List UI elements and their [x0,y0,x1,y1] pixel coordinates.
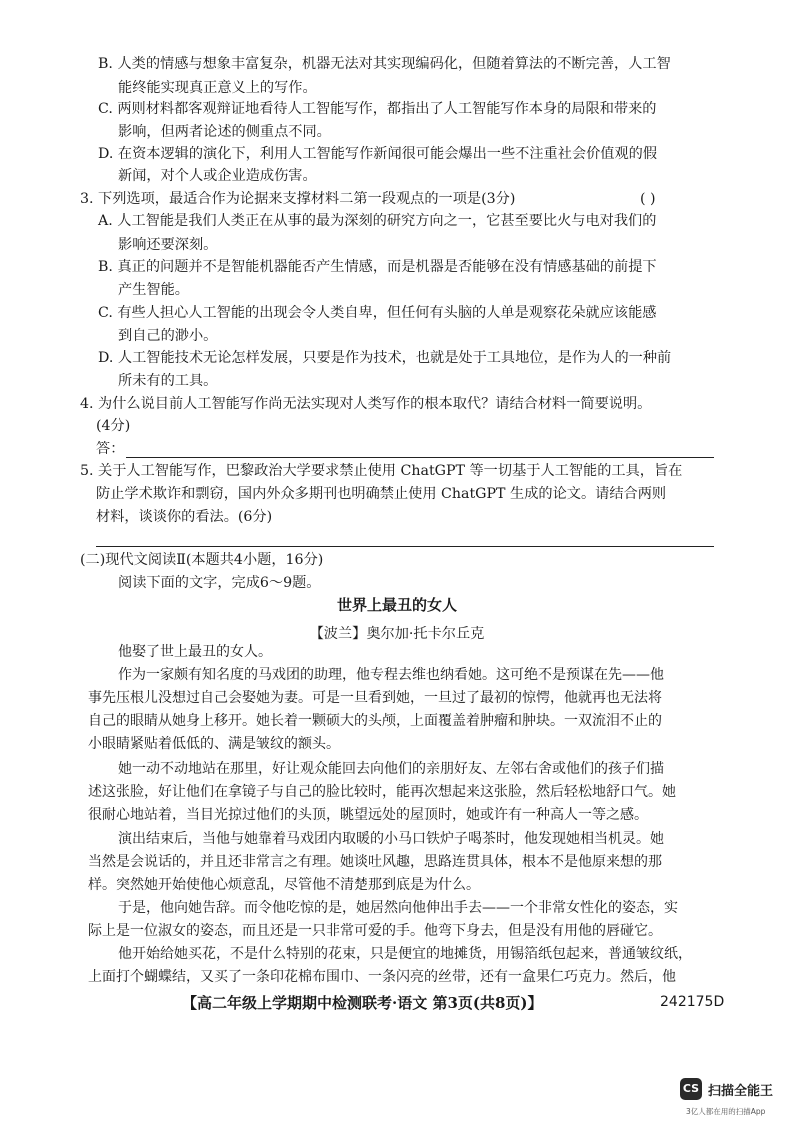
q3-option-c-cont: 到自己的渺小。 [118,328,218,344]
story-line: 当然是会说话的，并且还非常言之有理。她谈吐风趣，思路连贯具体，根本不是他原来想的那 [88,854,662,870]
story-line: 很耐心地站着，当目光掠过他们的头顶，眺望远处的屋顶时，她或许有一种高人一等之感。 [88,807,648,823]
q2-option-b-cont: 能终能实现真正意义上的写作。 [118,80,317,96]
section-heading: (二)现代文阅读Ⅱ(本题共4小题，16分) [80,552,324,568]
q5-stem-cont-2: 材料，谈谈你的看法。(6分) [96,509,273,525]
story-line: 于是，他向她告辞。而令他吃惊的是，她居然向他伸出手去——一个非常女性化的姿态，实 [118,900,678,916]
scanner-app-tagline: 3亿人都在用的扫描App [686,1107,766,1116]
q2-option-d: D. 在资本逻辑的演化下，利用人工智能写作新闻很可能会爆出一些不注重社会价值观的假 [98,146,658,162]
q3-option-c: C. 有些人担心人工智能的出现会令人类自卑，但任何有头脑的人单是观察花朵就应该能感 [98,305,657,321]
exam-code: 242175D [660,994,725,1010]
q4-points: (4分) [96,418,131,434]
story-author: 【波兰】奥尔加·托卡尔丘克 [309,626,485,642]
q4-answer-line[interactable] [126,457,714,458]
story-line: 事先压根儿没想过自己会娶她为妻。可是一旦看到她，一旦过了最初的惊愕，他就再也无法将 [88,690,662,706]
story-line: 上面打个蝴蝶结，又买了一条印花棉布围巾、一条闪亮的丝带，还有一盒果仁巧克力。然后，他 [88,969,676,985]
q3-option-d-cont: 所未有的工具。 [118,373,218,389]
q3-option-a-cont: 影响还要深刻。 [118,237,218,253]
q4-answer-label: 答： [96,441,125,457]
story-line: 演出结束后，当他与她靠着马戏团内取暖的小马口铁炉子喝茶时，他发现她相当机灵。她 [118,831,664,847]
page-footer: 【高二年级上学期期中检测联考·语文 第3页(共8页)】 [182,994,543,1012]
q2-option-c: C. 两则材料都客观辩证地看待人工智能写作，都指出了人工智能写作本身的局限和带来的 [98,101,657,117]
story-line: 样。突然她开始使他心烦意乱，尽管他不清楚那到底是为什么。 [88,877,480,893]
q5-answer-line[interactable] [96,546,714,547]
q2-option-c-cont: 影响，但两者论述的侧重点不同。 [118,124,331,140]
camscanner-logo-icon: CS [680,1078,702,1100]
story-line: 他开始给她买花，不是什么特别的花束，只是便宜的地摊货，用锡箔纸包起来，普通皱纹纸， [118,946,692,962]
q3-option-b-cont: 产生智能。 [118,282,189,298]
q5-stem: 5. 关于人工智能写作，巴黎政治大学要求禁止使用 ChatGPT 等一切基于人工智能的工具，旨在 [80,463,683,479]
q2-option-b: B. 人类的情感与想象丰富复杂，机器无法对其实现编码化，但随着算法的不断完善，人工智 [98,56,671,72]
q3-option-b: B. 真正的问题并不是智能机器能否产生情感，而是机器是否能够在没有情感基础的前提下 [98,259,657,275]
story-line: 作为一家颇有知名度的马戏团的助理，他专程去维也纳看她。这可绝不是预谋在先——他 [118,667,664,683]
story-line: 他娶了世上最丑的女人。 [118,644,272,660]
q3-option-a: A. 人工智能是我们人类正在从事的最为深刻的研究方向之一，它甚至要比火与电对我们的 [98,213,657,229]
q3-answer-bracket: ( ) [640,191,656,207]
q3-stem: 3. 下列选项，最适合作为论据来支撑材料二第一段观点的一项是(3分) [80,191,516,207]
story-line: 自己的眼睛从她身上移开。她长着一颗硕大的头颅，上面覆盖着肿瘤和肿块。一双流泪不止的 [88,713,662,729]
story-title: 世界上最丑的女人 [336,596,457,614]
q2-option-d-cont: 新闻，对个人或企业造成伤害。 [118,168,317,184]
story-line: 际上是一位淑女的姿态，而且还是一只非常可爱的手。他弯下身去，但是没有用他的唇碰它。 [88,923,662,939]
q5-stem-cont: 防止学术欺诈和剽窃，国内外众多期刊也明确禁止使用 ChatGPT 生成的论文。请结合两则 [96,486,667,502]
story-line: 她一动不动地站在那里，好让观众能回去向他们的亲朋好友、左邻右舍或他们的孩子们描 [118,761,664,777]
section-instruction: 阅读下面的文字，完成6～9题。 [118,575,321,591]
q4-stem: 4. 为什么说目前人工智能写作尚无法实现对人类写作的根本取代？请结合材料一简要说明。 [80,396,652,412]
story-line: 述这张脸，好让他们在拿镜子与自己的脸比较时，能再次想起来这张脸，然后轻松地舒口气。她 [88,784,676,800]
story-line: 小眼睛紧贴着低低的、满是皱纹的额头。 [88,736,340,752]
scanner-app-name: 扫描全能王 [708,1084,774,1099]
q3-option-d: D. 人工智能技术无论怎样发展，只要是作为技术，也就是处于工具地位，是作为人的一种前 [98,350,672,366]
